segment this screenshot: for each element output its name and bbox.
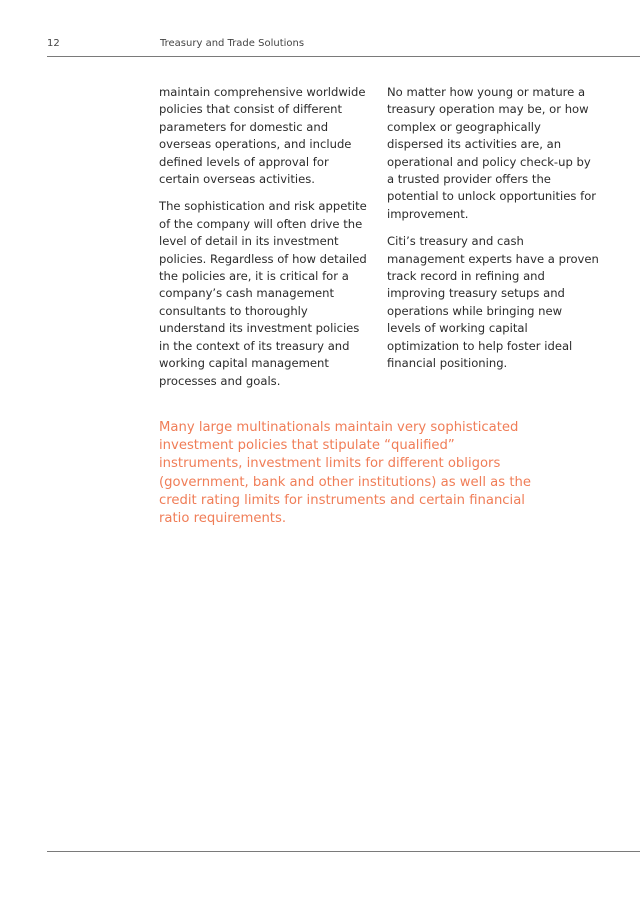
body-paragraph: No matter how young or mature a treasury operation may be, or how complex or geographically dispersed its activities are, an operational and policy check-up by a trusted provider offers the potential to unlock opportunities for improvement. (387, 85, 597, 221)
running-header (0, 38, 640, 58)
body-paragraph: The sophistication and risk appetite of the company will often drive the level of detail in its investment policies. Regardless of how detailed the policies are, it is critical for a company’s cash management consultants to thoroughly understand its investment policies in the context of its treasury and working capital management processes and goals. (159, 199, 367, 388)
body-paragraph: Citi’s treasury and cash management experts have a proven track record in refining and improving treasury setups and operations while bringing new levels of working capital optimization to help foster ideal financial positioning. (387, 234, 599, 371)
body-paragraph: maintain comprehensive worldwide policies that consist of different parameters for domestic and overseas operations, and include defined levels of approval for certain overseas activities. (159, 85, 366, 187)
body-columns (159, 84, 599, 400)
page-number: 12 (47, 38, 60, 49)
right-column (387, 84, 599, 400)
left-column (159, 84, 371, 400)
section-title: Treasury and Trade Solutions (160, 38, 305, 49)
header-divider (47, 56, 640, 57)
footer-divider (47, 851, 640, 852)
pull-quote: Many large multinationals maintain very sophisticated investment policies that stipulate “qualified” instruments, investment limits for different obligors (government, bank and other institutions) as well as the credit rating limits for instruments and certain financial ratio requirements. (159, 420, 531, 527)
